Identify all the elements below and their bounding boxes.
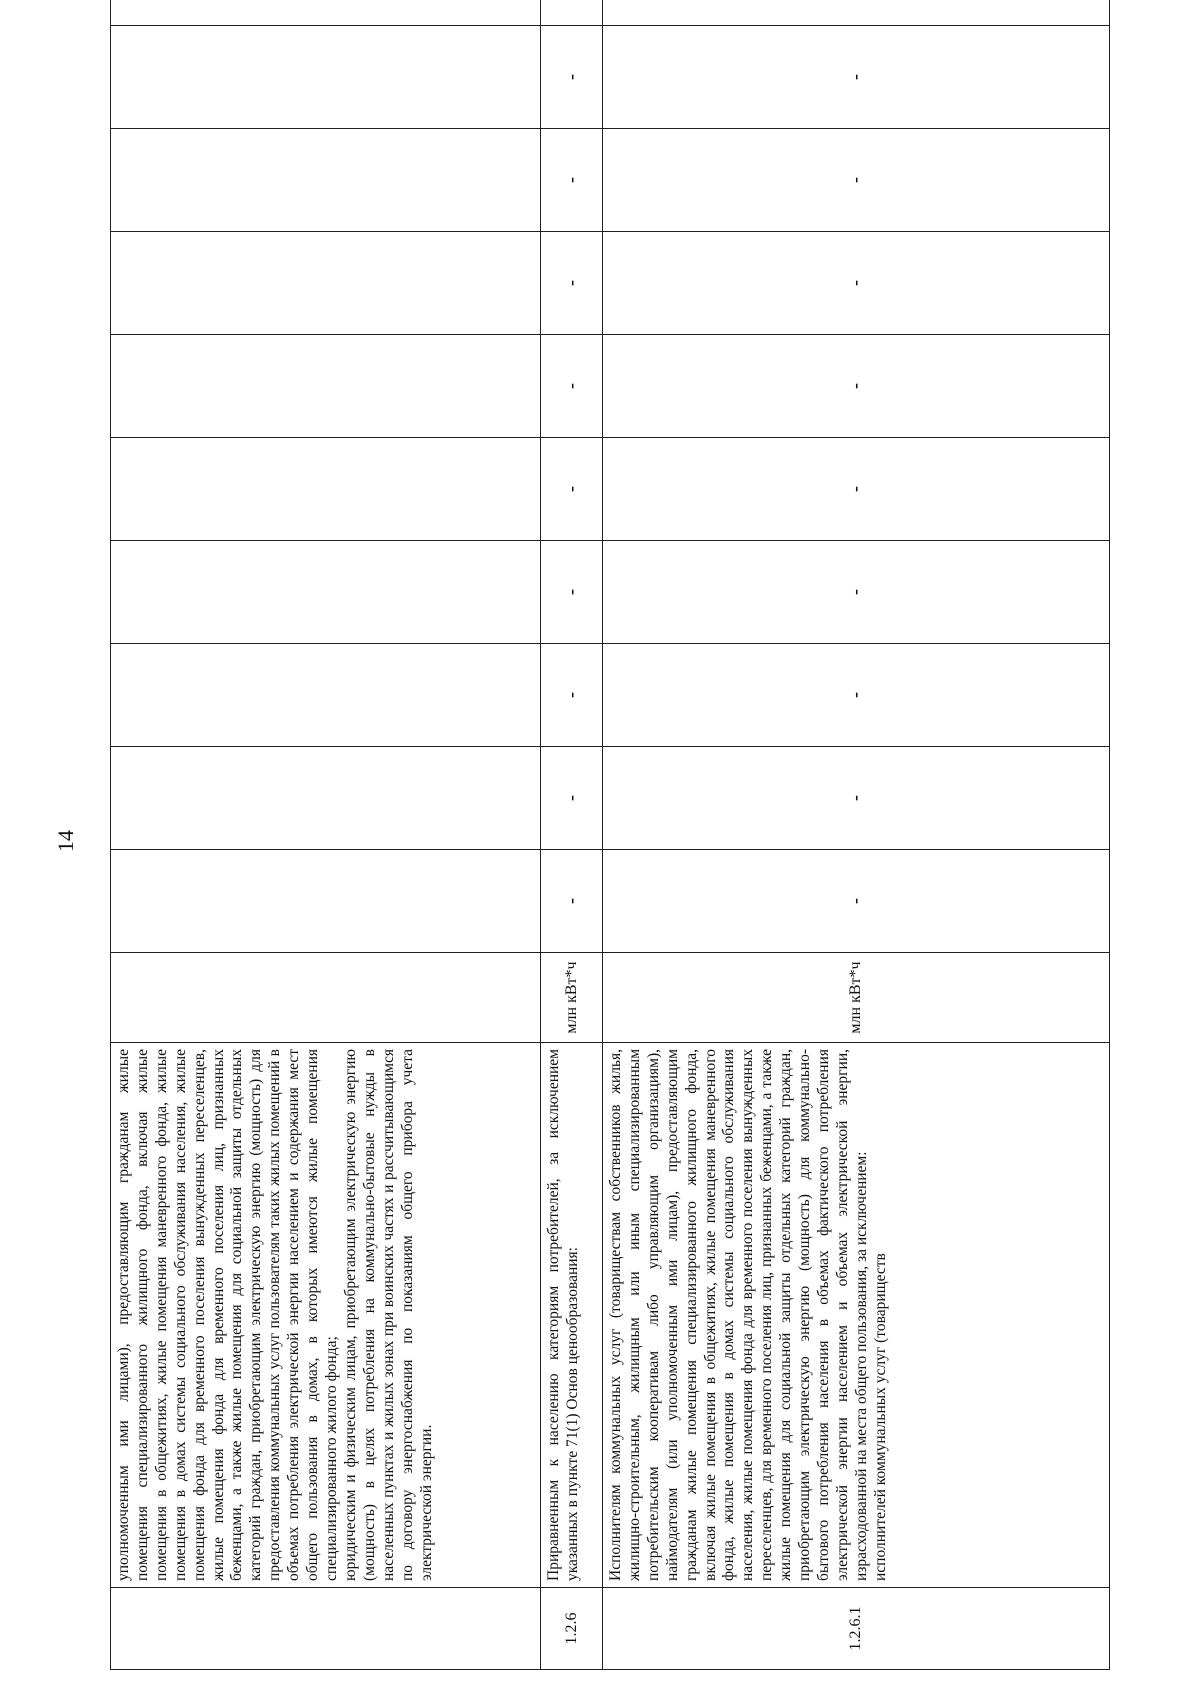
description-line: уполномоченным ими лицами), предоставляющим гражданам жилые помещения специализированного жилищного фонда, включая жилые помещения в общежитиях, жилые помещения маневренного фонда, жилые помещения в домах системы социального обслуживания населения, жилые помещения фонда для временного поселения вынужденных переселенцев, жилые помещения фонда для временного поселения лиц, признанных беженцами, а также жилые помещения для социальной защиты отдельных категорий граждан, приобретающим электрическую энергию (мощность) для предоставления коммунальных услуг пользователям таких жилых помещений в объемах потребления электрической энергии населением и содержания мест общего пользования в домах, в которых имеются жилые помещения специализированного жилого фонда; xyxy=(115,1049,340,1581)
row-value: - xyxy=(603,335,1110,438)
row-value: - xyxy=(603,541,1110,644)
row-value xyxy=(603,0,1110,26)
row-value: - xyxy=(603,232,1110,335)
row-number: 1.2.6.1 xyxy=(603,1588,1110,1670)
row-value xyxy=(111,0,541,26)
row-value xyxy=(111,747,541,850)
row-value xyxy=(111,335,541,438)
row-description xyxy=(111,1043,541,1588)
row-value xyxy=(111,850,541,953)
table-row xyxy=(603,0,1110,1670)
table-row xyxy=(541,0,603,1670)
row-number: 1.2.6 xyxy=(541,1588,603,1670)
row-value: - xyxy=(603,644,1110,747)
page-number: 14 xyxy=(53,830,78,852)
row-description xyxy=(603,1043,1110,1588)
row-value xyxy=(111,541,541,644)
description-line: исполнителей коммунальных услуг (товариществ xyxy=(871,1253,889,1581)
row-value: - xyxy=(603,850,1110,953)
row-value: - xyxy=(603,747,1110,850)
row-value: - xyxy=(541,438,603,541)
row-value: - xyxy=(541,541,603,644)
description-line: юридическим и физическим лицам, приобретающим электрическую энергию (мощность) в целях потребления на коммунально-бытовые нужды в населенных пунктах и жилых зонах при воинских частях и рассчитывающимся по договору энергоснабжения по показаниям общего прибора учета электрической энергии. xyxy=(341,1049,435,1581)
tariff-table xyxy=(110,0,1110,1670)
row-unit xyxy=(111,953,541,1043)
row-number xyxy=(111,1588,541,1670)
row-unit: млн кВт*ч xyxy=(603,953,1110,1043)
row-value xyxy=(111,129,541,232)
row-description xyxy=(541,1043,603,1588)
rotated-table-wrapper xyxy=(110,20,1110,1670)
row-value xyxy=(111,232,541,335)
row-value: - xyxy=(541,26,603,129)
row-unit: млн кВт*ч xyxy=(541,953,603,1043)
row-value: - xyxy=(541,232,603,335)
row-value: - xyxy=(541,129,603,232)
row-value: - xyxy=(541,850,603,953)
table-row xyxy=(111,0,541,1670)
row-value: - xyxy=(603,438,1110,541)
row-value: - xyxy=(541,335,603,438)
row-value xyxy=(111,644,541,747)
description-line: Приравненным к населению категориям потребителей, за исключением указанных в пункте 71(1) Основ ценообразования: xyxy=(545,1049,581,1581)
row-value: - xyxy=(603,26,1110,129)
row-value xyxy=(111,438,541,541)
description-line: Исполнителям коммунальных услуг (товариществам собственников жилья, жилищно-строительным, жилищным или иным специализированным потребительским кооперативам либо управляющим организациям), наймодателям (или уполномоченным ими лицам), предоставляющим гражданам жилые помещения специализированного жилищного фонда, включая жилые помещения в общежитиях, жилые помещения маневренного фонда, жилые помещения в домах системы социального обслуживания населения, жилые помещения фонда для временного поселения вынужденных переселенцев, для временного поселения лиц, признанных беженцами, а также жилые помещения для социальной защиты отдельных категорий граждан, приобретающим электрическую энергию (мощность) для коммунально-бытового потребления населения в объемах фактического потребления электрической энергии населением и объемах электрической энергии, израсходованной на места общего пользования, за исключением: xyxy=(607,1049,870,1581)
row-value: - xyxy=(603,129,1110,232)
row-value xyxy=(111,26,541,129)
row-value xyxy=(541,0,603,26)
row-value: - xyxy=(541,644,603,747)
row-value: - xyxy=(541,747,603,850)
